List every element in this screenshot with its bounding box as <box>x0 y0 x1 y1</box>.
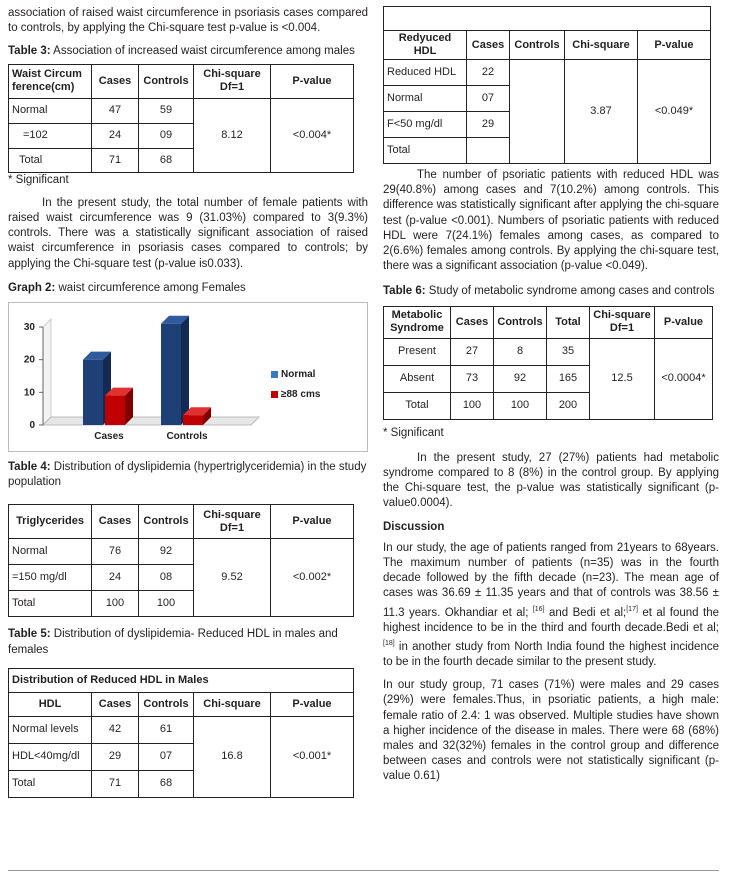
table6-header: Cases <box>451 306 494 338</box>
table-cell: 92 <box>139 539 194 565</box>
table-cell: 165 <box>547 365 590 392</box>
table-cell: 100 <box>92 591 139 617</box>
gender-paragraph: In our study group, 71 cases (71%) were males and 29 cases (29%) were females.Thus, in psoriatic patients, a high male: female ratio of 2.4: 1 was observed. Multiple studies have shown a higher incidence of the disease in males. There were 68 (68%) males and 32(32%) females in the control group and difference between cases and controls were not statistically significant (p-value 0.61) <box>383 679 719 783</box>
y-tick-label: 0 <box>29 420 35 432</box>
table-cell: 76 <box>92 539 139 565</box>
table-cell: 92 <box>494 365 547 392</box>
table-cell: 100 <box>494 392 547 419</box>
table-cell: 29 <box>467 112 510 138</box>
table5-females <box>383 6 711 164</box>
table-cell: 68 <box>139 148 194 172</box>
table-cell: 24 <box>92 565 139 591</box>
table-cell: 27 <box>451 338 494 365</box>
table-cell: 47 <box>92 98 139 123</box>
table5b-chi: 3.87 <box>565 60 638 164</box>
table-cell: 71 <box>92 770 139 797</box>
table-cell: =102 <box>9 123 92 148</box>
table6-header: Total <box>547 306 590 338</box>
y-tick-label: 20 <box>23 354 35 366</box>
table6-header: Chi-square Df=1 <box>590 306 655 338</box>
table-cell: 22 <box>467 60 510 86</box>
table-cell: Present <box>384 338 451 365</box>
table-cell: Total <box>384 392 451 419</box>
table-cell: F<50 mg/dl <box>384 112 467 138</box>
table-cell: Reduced HDL <box>384 60 467 86</box>
bar-side <box>181 316 189 425</box>
page-rule <box>8 870 719 871</box>
table3-header: Cases <box>92 64 139 98</box>
table5-title: Distribution of Reduced HDL in Males <box>9 668 354 692</box>
table-cell: Normal <box>9 98 92 123</box>
reduced-hdl-paragraph: The number of psoriatic patients with reduced HDL was 29(40.8%) among cases and 7(10.2%) among controls. This difference was statistically significant after applying the chi-square test (p-value <0.001). Numbers of psoriatic patients with reduced HDL were 7(24.1%) females among cases, as compared to 2(6.6%) females among controls. By applying the chi-square test, there was a significant association (p-value <0.049). <box>383 169 719 273</box>
table6-chi: 12.5 <box>590 338 655 419</box>
table4-header: Cases <box>92 505 139 539</box>
table5-caption: Table 5: Distribution of dyslipidemia- Reduced HDL in males and females <box>8 628 338 656</box>
table5b-pvalue: <0.049* <box>638 60 711 164</box>
table-cell: 73 <box>451 365 494 392</box>
table5b-header: Cases <box>467 31 510 60</box>
table5-chi: 16.8 <box>194 716 271 797</box>
bar <box>161 324 181 425</box>
y-tick-label: 30 <box>23 322 35 334</box>
metabolic-paragraph: In the present study, 27 (27%) patients had metabolic syndrome compared to 8 (8%) in the control group. By applying the Chi-square test, the p-value was statistically significant (p-value0.0004). <box>383 451 719 510</box>
table4-header: P-value <box>271 505 354 539</box>
table5-header: Chi-square <box>194 692 271 716</box>
table-cell <box>467 138 510 164</box>
table5-header: HDL <box>9 692 92 716</box>
female-waist-paragraph: In the present study, the total number of female patients with raised waist circumference was 9 (31.03%) compared to 3(9.3%) controls. There was a statistically significant association of raised waist circumference in psoriasis cases compared to controls; by applying the Chi-square test (p-value is0.033). <box>8 196 368 270</box>
table4-header: Chi-square Df=1 <box>194 505 271 539</box>
table-cell: 68 <box>139 770 194 797</box>
table-cell: Total <box>384 138 467 164</box>
table4 <box>8 504 354 617</box>
table5b-header: Redyuced HDL <box>384 31 467 60</box>
table3-header: Waist Circum ference(cm) <box>9 64 92 98</box>
table3-chi: 8.12 <box>194 98 271 172</box>
table3-header: Controls <box>139 64 194 98</box>
table4-caption: Table 4: Distribution of dyslipidemia (hypertriglyceridemia) in the study population <box>8 461 367 489</box>
table-cell <box>510 60 565 164</box>
x-tick-label: Controls <box>166 431 208 443</box>
chart-side-wall <box>43 319 51 425</box>
table-cell: Normal levels <box>9 716 92 743</box>
table-cell: 35 <box>547 338 590 365</box>
table5-header: Controls <box>139 692 194 716</box>
table-cell: Total <box>9 148 92 172</box>
table-cell: 08 <box>139 565 194 591</box>
table5-pvalue: <0.001* <box>271 716 354 797</box>
discussion-heading: Discussion <box>383 520 445 533</box>
table6-pvalue: <0.0004* <box>655 338 713 419</box>
table3-header: Chi-square Df=1 <box>194 64 271 98</box>
table6-header: Metabolic Syndrome <box>384 306 451 338</box>
table5b-header: P-value <box>638 31 711 60</box>
table4-pvalue: <0.002* <box>271 539 354 617</box>
table-cell: 24 <box>92 123 139 148</box>
chart-floor <box>43 417 259 425</box>
table-cell: HDL<40mg/dl <box>9 743 92 770</box>
age-paragraph: In our study, the age of patients ranged from 21years to 68years. The maximum number of patients (n=35) was in the fourth decade followed by the fifth decade (n=23). The mean age of cases was 36.69 ± 11.35 years and that of controls was 38.56 ± 11.3 years. Okhandiar et al; [16] and Bedi et al;[17] et al found the highest incidence to be in the third and fourth decade.Bedi et al; [18] in another study from North India found the highest incidence to be in the fourth decade similar to the present study. <box>383 541 719 668</box>
table4-header: Triglycerides <box>9 505 92 539</box>
table-cell: 29 <box>92 743 139 770</box>
table5b-blank-row <box>384 7 711 31</box>
y-tick-label: 10 <box>23 387 35 399</box>
table-cell: 61 <box>139 716 194 743</box>
bar <box>83 360 103 425</box>
table3-pvalue: <0.004* <box>271 98 354 172</box>
table6-caption: Table 6: Study of metabolic syndrome among cases and controls <box>383 285 715 298</box>
table4-header: Controls <box>139 505 194 539</box>
table-cell: Absent <box>384 365 451 392</box>
graph2-caption: Graph 2: waist circumference among Females <box>8 281 246 294</box>
legend-item: Normal <box>271 365 320 385</box>
table4-chi: 9.52 <box>194 539 271 617</box>
table-cell: =150 mg/dl <box>9 565 92 591</box>
table-cell: Total <box>9 591 92 617</box>
table5b-header: Controls <box>510 31 565 60</box>
table5-header: Cases <box>92 692 139 716</box>
table-cell: 07 <box>139 743 194 770</box>
left-column <box>8 6 368 798</box>
bar <box>183 415 203 425</box>
x-tick-label: Cases <box>94 431 124 443</box>
table5b-header: Chi-square <box>565 31 638 60</box>
table5 <box>8 668 354 798</box>
chart-legend <box>271 365 320 405</box>
intro-paragraph: association of raised waist circumference in psoriasis cases compared to controls, by applying the Chi-square test p-value is <0.004. <box>8 7 368 35</box>
table6-note: * Significant <box>383 426 444 439</box>
table6-header: Controls <box>494 306 547 338</box>
table-cell: 200 <box>547 392 590 419</box>
right-column <box>383 6 719 785</box>
table3 <box>8 64 354 173</box>
table6-header: P-value <box>655 306 713 338</box>
table3-header: P-value <box>271 64 354 98</box>
table-cell: Total <box>9 770 92 797</box>
table-cell: 71 <box>92 148 139 172</box>
table-cell: 42 <box>92 716 139 743</box>
table3-caption: Table 3: Association of increased waist circumference among males <box>8 45 355 58</box>
table-cell: Normal <box>9 539 92 565</box>
table-cell: Normal <box>384 86 467 112</box>
table-cell: 8 <box>494 338 547 365</box>
bar <box>105 396 125 425</box>
table-cell: 59 <box>139 98 194 123</box>
table-cell: 07 <box>467 86 510 112</box>
table3-note: * Significant <box>8 173 69 186</box>
legend-item: ≥88 cms <box>271 385 320 405</box>
table-cell: 09 <box>139 123 194 148</box>
table5-header: P-value <box>271 692 354 716</box>
graph2-chart <box>8 302 368 452</box>
table6 <box>383 306 713 420</box>
table-cell: 100 <box>451 392 494 419</box>
table-cell: 100 <box>139 591 194 617</box>
